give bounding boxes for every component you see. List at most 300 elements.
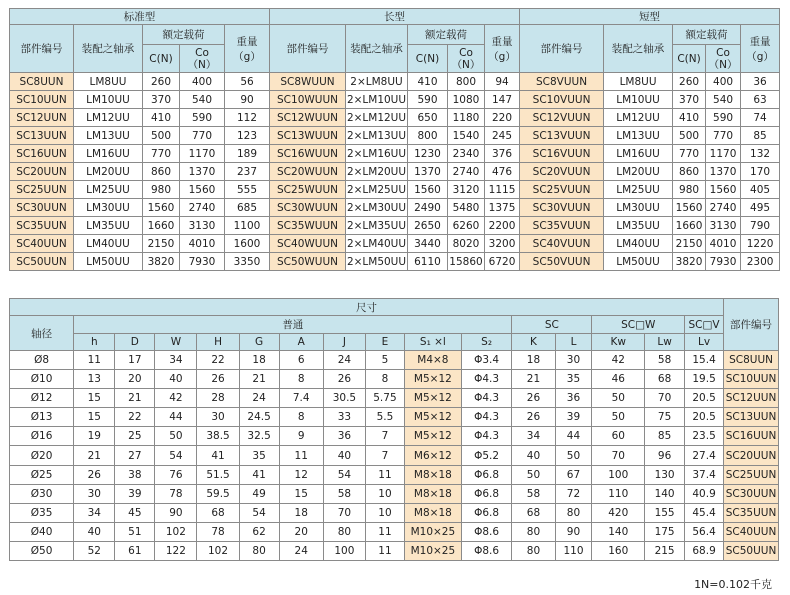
table-cell: 6260	[448, 217, 485, 235]
table-cell: 132	[741, 145, 780, 163]
table-row	[10, 541, 779, 560]
header-co: Co （N）	[706, 45, 741, 73]
table-cell: 10	[365, 503, 404, 522]
top-load-table	[9, 8, 780, 271]
table-cell: 67	[555, 465, 592, 484]
table-cell: 175	[645, 522, 685, 541]
table-cell: 68	[645, 370, 685, 389]
table-cell: 15860	[448, 253, 485, 271]
table-cell: 770	[706, 127, 741, 145]
table-cell: 2×LM16UU	[346, 145, 408, 163]
table-cell: 11	[279, 446, 323, 465]
table-row	[10, 253, 780, 271]
header-part-number: 部件编号	[10, 25, 74, 73]
table-row	[10, 370, 779, 389]
table-cell: 80	[239, 541, 279, 560]
part-number-cell: SC30WUUN	[270, 199, 346, 217]
table-cell: 72	[555, 484, 592, 503]
table-cell: 27.4	[685, 446, 724, 465]
table-cell: 39	[555, 408, 592, 427]
header-bearing: 装配之轴承	[346, 25, 408, 73]
table-cell: Φ5.2	[461, 446, 512, 465]
table-cell: 42	[155, 389, 197, 408]
table-cell: 170	[741, 163, 780, 181]
table-cell: 1080	[448, 91, 485, 109]
table-cell: 1230	[408, 145, 448, 163]
header-rated-load: 额定载荷	[143, 25, 225, 45]
table-cell: 56	[225, 73, 270, 91]
header-bearing: 装配之轴承	[604, 25, 673, 73]
table-cell: LM12UU	[74, 109, 143, 127]
part-number-cell: SC10WUUN	[270, 91, 346, 109]
table-cell: 1375	[485, 199, 520, 217]
table-cell: 102	[155, 522, 197, 541]
table-cell: 1370	[408, 163, 448, 181]
table-cell: 215	[645, 541, 685, 560]
table-cell: 590	[408, 91, 448, 109]
table-cell: 7.4	[279, 389, 323, 408]
table-cell: 123	[225, 127, 270, 145]
table-cell: 260	[673, 73, 706, 91]
table-cell: 3200	[485, 235, 520, 253]
part-number-cell: SC30VUUN	[520, 199, 604, 217]
part-number-cell: SC16UUN	[10, 145, 74, 163]
table-cell: 3130	[180, 217, 225, 235]
table-cell: 96	[645, 446, 685, 465]
table-cell: 85	[741, 127, 780, 145]
table-cell: 46	[592, 370, 645, 389]
column-header: S₁ ×l	[404, 334, 461, 351]
table-cell: 770	[143, 145, 180, 163]
table-cell: 75	[645, 408, 685, 427]
part-number-cell: SC8UUN	[724, 351, 779, 370]
table-row	[10, 145, 780, 163]
table-cell: 50	[592, 408, 645, 427]
part-number-cell: SC30UUN	[724, 484, 779, 503]
table-cell: 2×LM50UU	[346, 253, 408, 271]
table-cell: Φ4.3	[461, 389, 512, 408]
table-cell: 17	[115, 351, 155, 370]
table-cell: 12	[279, 465, 323, 484]
table-cell: 4010	[706, 235, 741, 253]
table-cell: 2340	[448, 145, 485, 163]
table-cell: 68.9	[685, 541, 724, 560]
bolt-size-cell: M5×12	[404, 408, 461, 427]
table-cell: 3820	[143, 253, 180, 271]
column-header: D	[115, 334, 155, 351]
table-cell: Φ4.3	[461, 427, 512, 446]
table-cell: 21	[74, 446, 115, 465]
table-cell: 410	[143, 109, 180, 127]
table-cell: 51	[115, 522, 155, 541]
header-rated-load: 额定载荷	[408, 25, 485, 45]
table-row	[10, 199, 780, 217]
table-cell: 24.5	[239, 408, 279, 427]
table-cell: 80	[512, 541, 555, 560]
table-cell: 860	[143, 163, 180, 181]
table-row	[10, 235, 780, 253]
table-cell: 94	[485, 73, 520, 91]
table-cell: 23.5	[685, 427, 724, 446]
table-cell: 6	[279, 351, 323, 370]
part-number-cell: SC35VUUN	[520, 217, 604, 235]
table-cell: 685	[225, 199, 270, 217]
unit-note: 1N=0.102千克	[694, 578, 772, 591]
bolt-size-cell: M4×8	[404, 351, 461, 370]
shaft-diameter-cell: Ø35	[10, 503, 74, 522]
part-number-cell: SC13UUN	[724, 408, 779, 427]
table-cell: 590	[706, 109, 741, 127]
table-cell: 36	[741, 73, 780, 91]
table-cell: 2×LM30UU	[346, 199, 408, 217]
table-cell: LM30UU	[604, 199, 673, 217]
table-cell: 1100	[225, 217, 270, 235]
column-header: H	[197, 334, 239, 351]
table-cell: 45	[115, 503, 155, 522]
table-cell: LM40UU	[604, 235, 673, 253]
table-cell: 410	[408, 73, 448, 91]
table-cell: 41	[239, 465, 279, 484]
table-cell: Φ4.3	[461, 408, 512, 427]
table-row	[10, 91, 780, 109]
part-number-cell: SC40VUUN	[520, 235, 604, 253]
table-cell: 5.5	[365, 408, 404, 427]
table-cell: 40	[323, 446, 365, 465]
table-cell: 860	[673, 163, 706, 181]
part-number-cell: SC10UUN	[10, 91, 74, 109]
table-cell: 1180	[448, 109, 485, 127]
table-cell: LM12UU	[604, 109, 673, 127]
table-cell: 60	[592, 427, 645, 446]
table-cell: 24	[239, 389, 279, 408]
table-cell: 90	[555, 522, 592, 541]
part-number-cell: SC13WUUN	[270, 127, 346, 145]
table-cell: 790	[741, 217, 780, 235]
table-cell: LM20UU	[74, 163, 143, 181]
part-number-cell: SC12VUUN	[520, 109, 604, 127]
table-cell: LM8UU	[74, 73, 143, 91]
part-number-cell: SC25UUN	[10, 181, 74, 199]
table-cell: 15	[74, 389, 115, 408]
part-number-cell: SC40WUUN	[270, 235, 346, 253]
table-cell: 1170	[706, 145, 741, 163]
table-cell: 1560	[143, 199, 180, 217]
table-cell: 370	[673, 91, 706, 109]
table-cell: 61	[115, 541, 155, 560]
table-cell: 38.5	[197, 427, 239, 446]
table-cell: 5480	[448, 199, 485, 217]
part-number-cell: SC10UUN	[724, 370, 779, 389]
part-number-cell: SC8VUUN	[520, 73, 604, 91]
table-cell: 50	[555, 446, 592, 465]
table-cell: 54	[239, 503, 279, 522]
table-cell: 1370	[180, 163, 225, 181]
header-part-number: 部件编号	[724, 299, 779, 351]
bolt-size-cell: M10×25	[404, 522, 461, 541]
part-number-cell: SC25VUUN	[520, 181, 604, 199]
table-cell: 189	[225, 145, 270, 163]
table-cell: 37.4	[685, 465, 724, 484]
table-cell: 70	[323, 503, 365, 522]
column-header: K	[512, 334, 555, 351]
part-number-cell: SC25UUN	[724, 465, 779, 484]
part-number-cell: SC8UUN	[10, 73, 74, 91]
table-cell: 770	[673, 145, 706, 163]
table-cell: 7	[365, 446, 404, 465]
table-cell: 800	[408, 127, 448, 145]
table-cell: 2×LM25UU	[346, 181, 408, 199]
table-cell: 2×LM20UU	[346, 163, 408, 181]
table-cell: 3350	[225, 253, 270, 271]
table-cell: 20.5	[685, 408, 724, 427]
table-cell: 2×LM13UU	[346, 127, 408, 145]
table-cell: 7	[365, 427, 404, 446]
part-number-cell: SC50WUUN	[270, 253, 346, 271]
part-number-cell: SC20VUUN	[520, 163, 604, 181]
table-cell: 1600	[225, 235, 270, 253]
header-weight: 重量 （g）	[485, 25, 520, 73]
table-cell: 590	[180, 109, 225, 127]
table-cell: 10	[365, 484, 404, 503]
table-cell: 410	[673, 109, 706, 127]
table-cell: Φ6.8	[461, 465, 512, 484]
column-header: Lv	[685, 334, 724, 351]
table-cell: LM30UU	[74, 199, 143, 217]
table-row	[10, 181, 780, 199]
table-cell: 1660	[143, 217, 180, 235]
table-cell: LM25UU	[74, 181, 143, 199]
table-cell: 33	[323, 408, 365, 427]
table-cell: 32.5	[239, 427, 279, 446]
table-cell: LM25UU	[604, 181, 673, 199]
table-cell: 8	[279, 408, 323, 427]
table-cell: 2200	[485, 217, 520, 235]
table-cell: 11	[365, 465, 404, 484]
part-number-cell: SC50UUN	[724, 541, 779, 560]
bolt-size-cell: M6×12	[404, 446, 461, 465]
table-cell: 160	[592, 541, 645, 560]
bolt-size-cell: M5×12	[404, 370, 461, 389]
table-cell: 2490	[408, 199, 448, 217]
table-cell: 3130	[706, 217, 741, 235]
table-cell: 35	[555, 370, 592, 389]
table-cell: 1115	[485, 181, 520, 199]
table-cell: LM10UU	[74, 91, 143, 109]
table-cell: 6110	[408, 253, 448, 271]
table-cell: 38	[115, 465, 155, 484]
part-number-cell: SC35UUN	[10, 217, 74, 235]
table-row	[10, 217, 780, 235]
table-cell: LM8UU	[604, 73, 673, 91]
table-cell: 26	[512, 408, 555, 427]
table-cell: LM50UU	[74, 253, 143, 271]
table-cell: 110	[555, 541, 592, 560]
table-cell: LM40UU	[74, 235, 143, 253]
table-cell: 44	[155, 408, 197, 427]
column-header: G	[239, 334, 279, 351]
table-cell: 34	[74, 503, 115, 522]
header-c: C(N)	[673, 45, 706, 73]
table-cell: 260	[143, 73, 180, 91]
table-cell: 54	[323, 465, 365, 484]
table-cell: 140	[645, 484, 685, 503]
table-cell: 63	[741, 91, 780, 109]
table-cell: 40	[512, 446, 555, 465]
shaft-diameter-cell: Ø8	[10, 351, 74, 370]
table-cell: 90	[155, 503, 197, 522]
part-number-cell: SC12UUN	[10, 109, 74, 127]
table-cell: 36	[555, 389, 592, 408]
table-cell: 2650	[408, 217, 448, 235]
table-cell: 54	[155, 446, 197, 465]
part-number-cell: SC13VUUN	[520, 127, 604, 145]
part-number-cell: SC10VUUN	[520, 91, 604, 109]
table-cell: 41	[197, 446, 239, 465]
table-cell: 40	[155, 370, 197, 389]
header-co: Co （N）	[180, 45, 225, 73]
table-cell: 21	[239, 370, 279, 389]
table-cell: 11	[365, 541, 404, 560]
table-cell: 26	[197, 370, 239, 389]
table-cell: 2×LM10UU	[346, 91, 408, 109]
bolt-size-cell: M5×12	[404, 427, 461, 446]
part-number-cell: SC16UUN	[724, 427, 779, 446]
table-cell: Φ6.8	[461, 503, 512, 522]
table-cell: 50	[512, 465, 555, 484]
part-number-cell: SC12WUUN	[270, 109, 346, 127]
part-number-cell: SC20UUN	[724, 446, 779, 465]
table-row	[10, 484, 779, 503]
table-cell: 3820	[673, 253, 706, 271]
part-number-cell: SC50UUN	[10, 253, 74, 271]
bolt-size-cell: M8×18	[404, 465, 461, 484]
table-cell: 20.5	[685, 389, 724, 408]
table-cell: 1170	[180, 145, 225, 163]
header-scv: SC□V	[685, 316, 724, 334]
table-cell: 6720	[485, 253, 520, 271]
table-cell: 50	[155, 427, 197, 446]
table-cell: 500	[673, 127, 706, 145]
table-cell: 4010	[180, 235, 225, 253]
table-cell: 26	[74, 465, 115, 484]
column-header: S₂	[461, 334, 512, 351]
table-row	[10, 427, 779, 446]
header-c: C(N)	[408, 45, 448, 73]
table-cell: 102	[197, 541, 239, 560]
shaft-diameter-cell: Ø40	[10, 522, 74, 541]
part-number-cell: SC40UUN	[724, 522, 779, 541]
table-cell: 76	[155, 465, 197, 484]
table-cell: 30	[197, 408, 239, 427]
table-cell: 3440	[408, 235, 448, 253]
table-cell: 70	[592, 446, 645, 465]
table-cell: 62	[239, 522, 279, 541]
table-cell: LM50UU	[604, 253, 673, 271]
table-cell: 28	[197, 389, 239, 408]
table-cell: 100	[592, 465, 645, 484]
table-cell: 30	[555, 351, 592, 370]
table-cell: 400	[706, 73, 741, 91]
table-row	[10, 465, 779, 484]
column-header: Lw	[645, 334, 685, 351]
table-cell: 130	[645, 465, 685, 484]
shaft-diameter-cell: Ø25	[10, 465, 74, 484]
table-cell: 78	[197, 522, 239, 541]
table-cell: 44	[555, 427, 592, 446]
table-cell: 1660	[673, 217, 706, 235]
header-sc: SC	[512, 316, 592, 334]
table-cell: 2300	[741, 253, 780, 271]
table-cell: 21	[512, 370, 555, 389]
table-cell: 20	[279, 522, 323, 541]
table-cell: 800	[448, 73, 485, 91]
shaft-diameter-cell: Ø20	[10, 446, 74, 465]
table-cell: 35	[239, 446, 279, 465]
part-number-cell: SC16WUUN	[270, 145, 346, 163]
table-cell: 8	[279, 370, 323, 389]
table-cell: LM35UU	[74, 217, 143, 235]
header-dimensions: 尺寸	[10, 299, 724, 316]
table-cell: 650	[408, 109, 448, 127]
table-cell: 30	[74, 484, 115, 503]
table-cell: Φ3.4	[461, 351, 512, 370]
bolt-size-cell: M8×18	[404, 484, 461, 503]
table-cell: 30.5	[323, 389, 365, 408]
table-cell: 15	[279, 484, 323, 503]
table-cell: 45.4	[685, 503, 724, 522]
table-cell: 1370	[706, 163, 741, 181]
part-number-cell: SC20WUUN	[270, 163, 346, 181]
part-number-cell: SC16VUUN	[520, 145, 604, 163]
table-cell: 78	[155, 484, 197, 503]
table-cell: 39	[115, 484, 155, 503]
table-cell: 52	[74, 541, 115, 560]
header-c: C(N)	[143, 45, 180, 73]
table-cell: 370	[143, 91, 180, 109]
table-cell: 21	[115, 389, 155, 408]
table-cell: 50	[592, 389, 645, 408]
part-number-cell: SC35WUUN	[270, 217, 346, 235]
table-cell: 18	[239, 351, 279, 370]
table-cell: 8020	[448, 235, 485, 253]
table-cell: 51.5	[197, 465, 239, 484]
table-cell: LM20UU	[604, 163, 673, 181]
table-cell: 19.5	[685, 370, 724, 389]
table-cell: 237	[225, 163, 270, 181]
table-cell: 540	[180, 91, 225, 109]
shaft-diameter-cell: Ø30	[10, 484, 74, 503]
table-cell: 147	[485, 91, 520, 109]
table-cell: 2×LM35UU	[346, 217, 408, 235]
table-cell: 2×LM12UU	[346, 109, 408, 127]
table-cell: 2×LM40UU	[346, 235, 408, 253]
table-cell: 1560	[408, 181, 448, 199]
table-cell: 80	[512, 522, 555, 541]
header-co: Co （N）	[448, 45, 485, 73]
table-cell: 58	[512, 484, 555, 503]
table-cell: 13	[74, 370, 115, 389]
table-row	[10, 109, 780, 127]
table-cell: 7930	[706, 253, 741, 271]
table-cell: 400	[180, 73, 225, 91]
column-header: L	[555, 334, 592, 351]
table-cell: 68	[197, 503, 239, 522]
table-cell: 24	[279, 541, 323, 560]
table-cell: LM35UU	[604, 217, 673, 235]
table-cell: 11	[74, 351, 115, 370]
table-cell: 34	[155, 351, 197, 370]
part-number-cell: SC50VUUN	[520, 253, 604, 271]
